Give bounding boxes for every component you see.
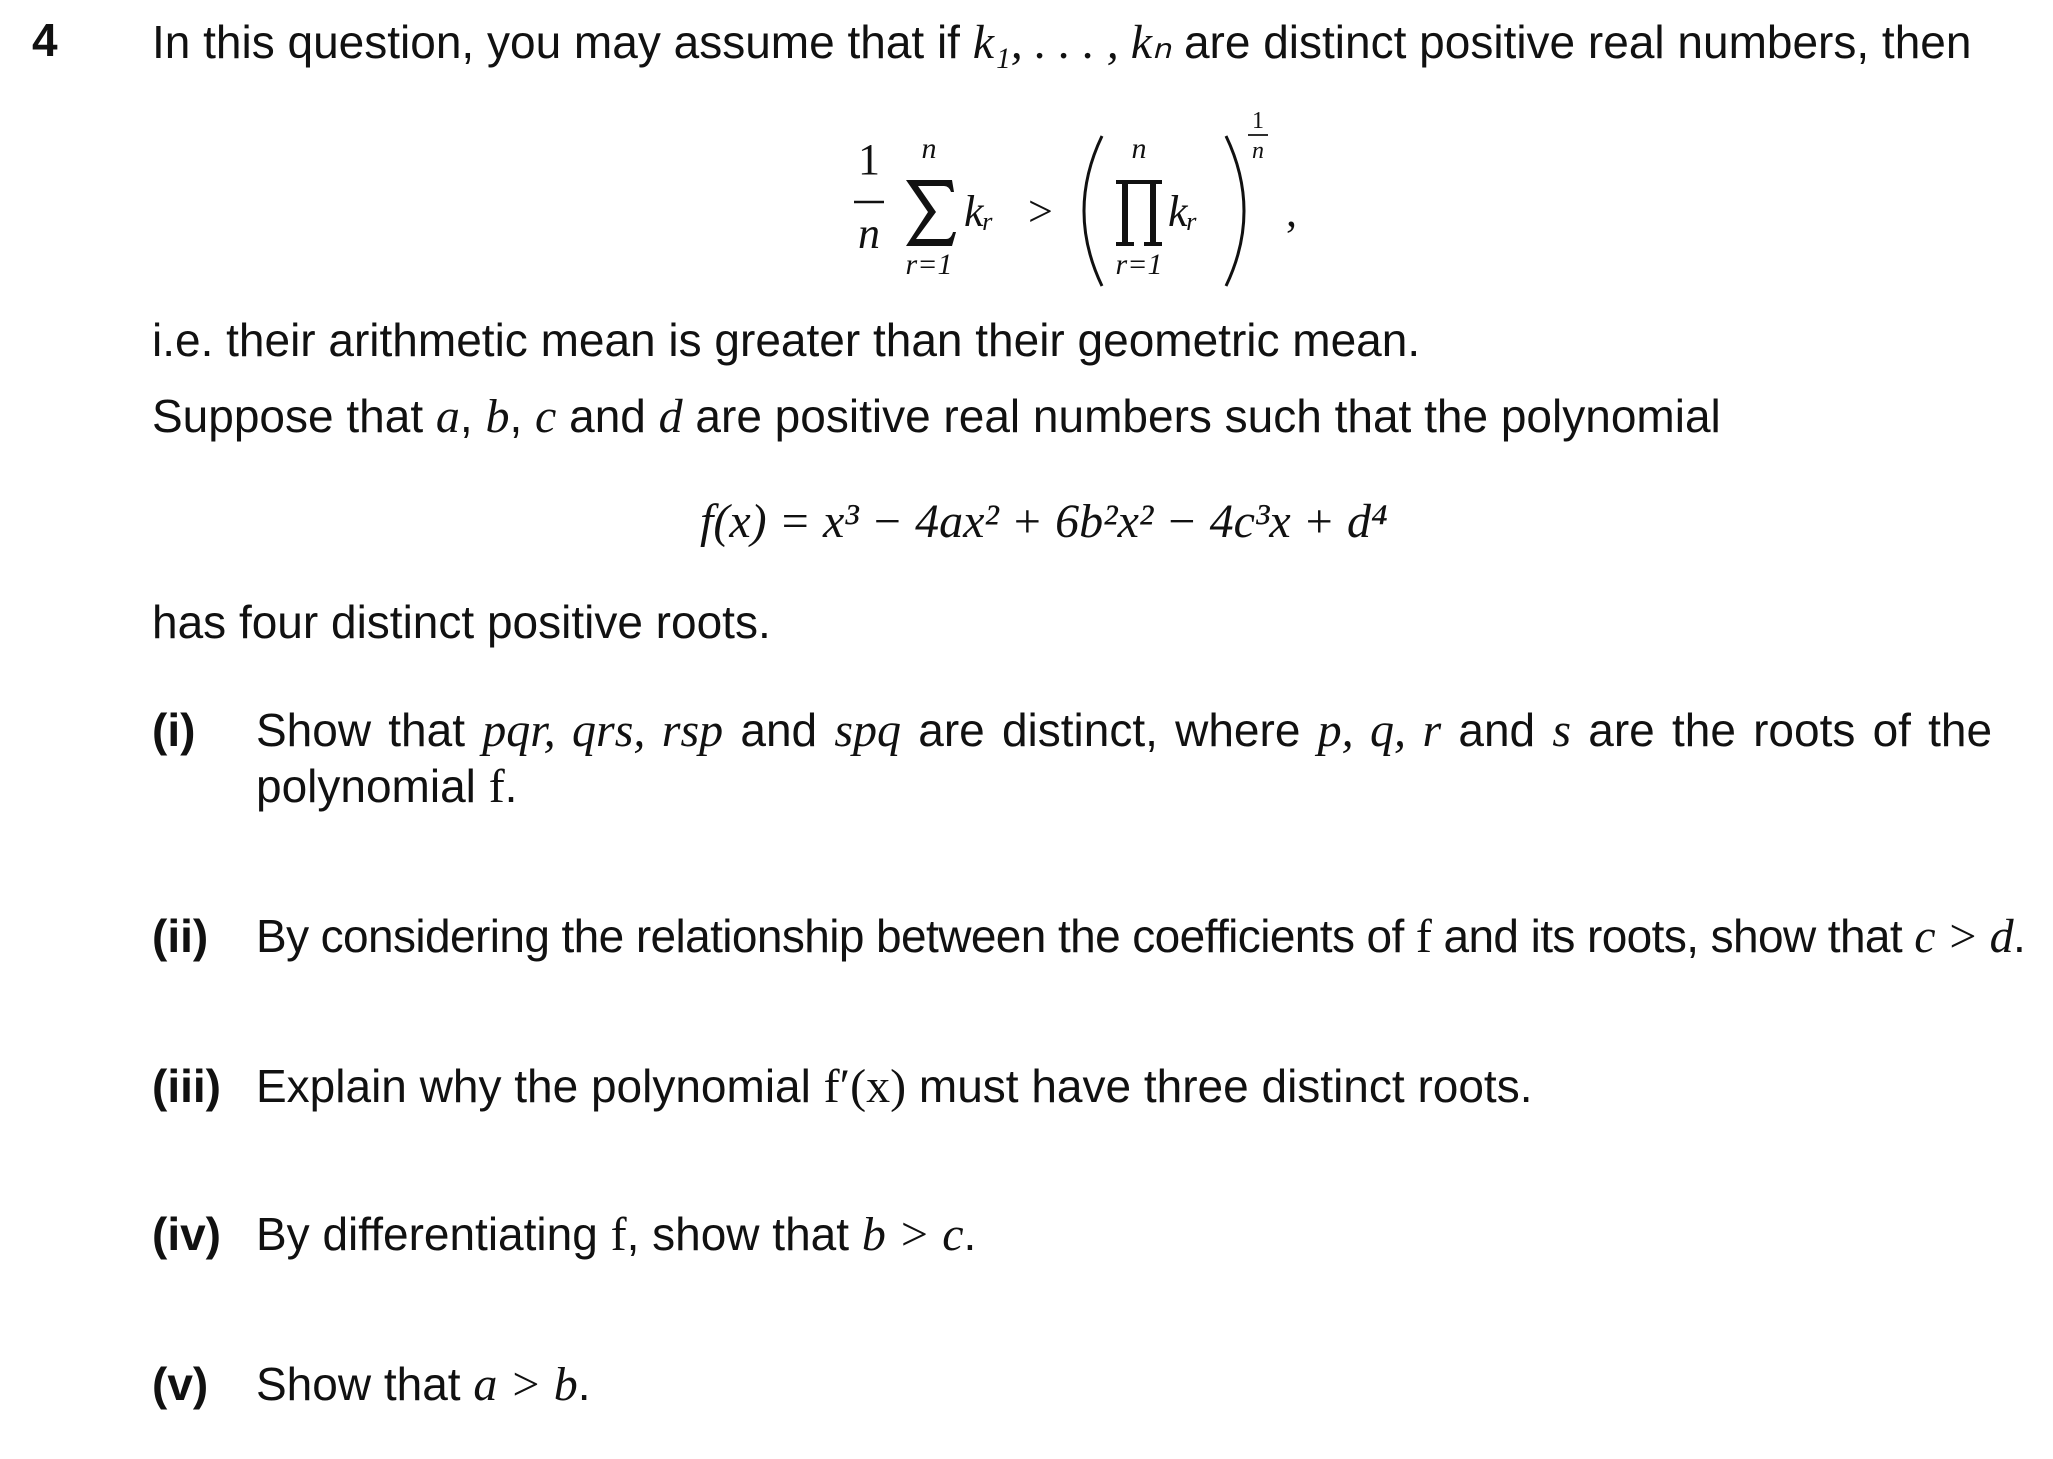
part-ii-text: [256, 908, 2025, 965]
part-i-math-5: f: [488, 760, 505, 813]
part-iii-math-1: f′(x): [823, 1060, 907, 1113]
part-iv-end: .: [963, 1208, 977, 1260]
left-paren: [1084, 136, 1102, 286]
part-i-line-2: [256, 758, 517, 815]
part-iv-text: [256, 1206, 976, 1263]
summation-symbol: [906, 180, 956, 246]
part-v-math-1: a > b: [473, 1358, 578, 1411]
suppose-text-2: and: [556, 390, 659, 442]
roots-line: has four distinct positive roots.: [152, 596, 771, 648]
ie-line: i.e. their arithmetic mean is greater than their geometric mean.: [152, 314, 1421, 366]
suppose-text-3: are positive real numbers such that the polynomial: [682, 390, 1721, 442]
part-iv-math-1: f: [610, 1208, 627, 1261]
suppose-text-1: Suppose that: [152, 390, 436, 442]
part-i-text-2: and: [740, 704, 818, 756]
amgm-sum-lower: r=1: [905, 248, 953, 281]
part-ii-text-1: By considering the relationship between the coefficients of: [256, 910, 1416, 962]
part-i-math-4: s: [1552, 704, 1572, 757]
part-i-end: .: [504, 760, 518, 812]
amgm-prod-term: kᵣ: [1168, 187, 1199, 236]
amgm-relation: >: [1028, 187, 1053, 236]
part-i-math-2: spq: [834, 704, 902, 757]
part-iii-text-1: Explain why the polynomial: [256, 1060, 824, 1112]
amgm-exponent-numerator: 1: [1252, 108, 1264, 134]
part-i-text-5: are the roots of the: [1588, 704, 1993, 756]
intro-text-before: In this question, you may assume that if: [152, 16, 973, 68]
var-c: c: [535, 390, 557, 443]
part-i-math-3: p, q, r: [1317, 704, 1442, 757]
amgm-sum-upper: n: [921, 132, 937, 165]
part-v-text-1: Show that: [256, 1358, 474, 1410]
part-i-text-6: polynomial: [256, 760, 489, 812]
amgm-fraction-denominator: n: [858, 209, 880, 258]
part-i-line-1: [256, 702, 1992, 759]
polynomial-equation: f(x) = x³ − 4ax² + 6b²x² − 4c³x + d⁴: [700, 495, 1388, 548]
amgm-prod-upper: n: [1131, 132, 1147, 165]
question-number: 4: [32, 14, 58, 66]
intro-text-after: are distinct positive real numbers, then: [1171, 16, 1972, 68]
amgm-inequality: [840, 108, 1340, 288]
part-iv-label: (iv): [152, 1208, 221, 1260]
amgm-sum-term: kᵣ: [964, 187, 995, 236]
var-a: a: [435, 390, 460, 443]
part-ii-label: (ii): [152, 910, 209, 962]
right-paren: [1226, 136, 1244, 286]
part-iii-text: [256, 1058, 1532, 1115]
part-i-math-1: pqr, qrs, rsp: [482, 704, 724, 757]
amgm-exponent-denominator: n: [1252, 138, 1264, 164]
part-i-text-1: Show that: [256, 704, 466, 756]
part-iv-math-2: b > c: [861, 1208, 964, 1261]
product-symbol: [1116, 180, 1162, 246]
part-ii-text-2: and its roots, show that: [1431, 910, 1915, 962]
var-d: d: [658, 390, 683, 443]
part-i-text-3: are distinct, where: [918, 704, 1301, 756]
amgm-prod-lower: r=1: [1115, 248, 1163, 281]
var-b: b: [485, 390, 510, 443]
intro-math: k₁, . . . , kₙ: [972, 16, 1172, 69]
part-ii-math-2: c > d: [1914, 910, 2013, 963]
part-v-end: .: [577, 1358, 591, 1410]
part-v-text: [256, 1356, 591, 1413]
suppose-comma-2: ,: [509, 390, 536, 442]
suppose-line: [152, 388, 1721, 445]
part-ii-math-1: f: [1415, 910, 1432, 963]
suppose-comma-1: ,: [459, 390, 486, 442]
amgm-fraction-numerator: 1: [858, 135, 880, 184]
part-ii-end: .: [2012, 910, 2026, 962]
part-iv-text-1: By differentiating: [256, 1208, 611, 1260]
part-iii-label: (iii): [152, 1060, 221, 1112]
amgm-trailing-comma: ,: [1286, 187, 1297, 236]
intro-line: [152, 14, 1971, 71]
part-iii-text-2: must have three distinct roots.: [906, 1060, 1533, 1112]
part-i-label: (i): [152, 704, 196, 756]
part-iv-text-2: , show that: [626, 1208, 862, 1260]
part-i-text-4: and: [1458, 704, 1536, 756]
part-v-label: (v): [152, 1358, 209, 1410]
